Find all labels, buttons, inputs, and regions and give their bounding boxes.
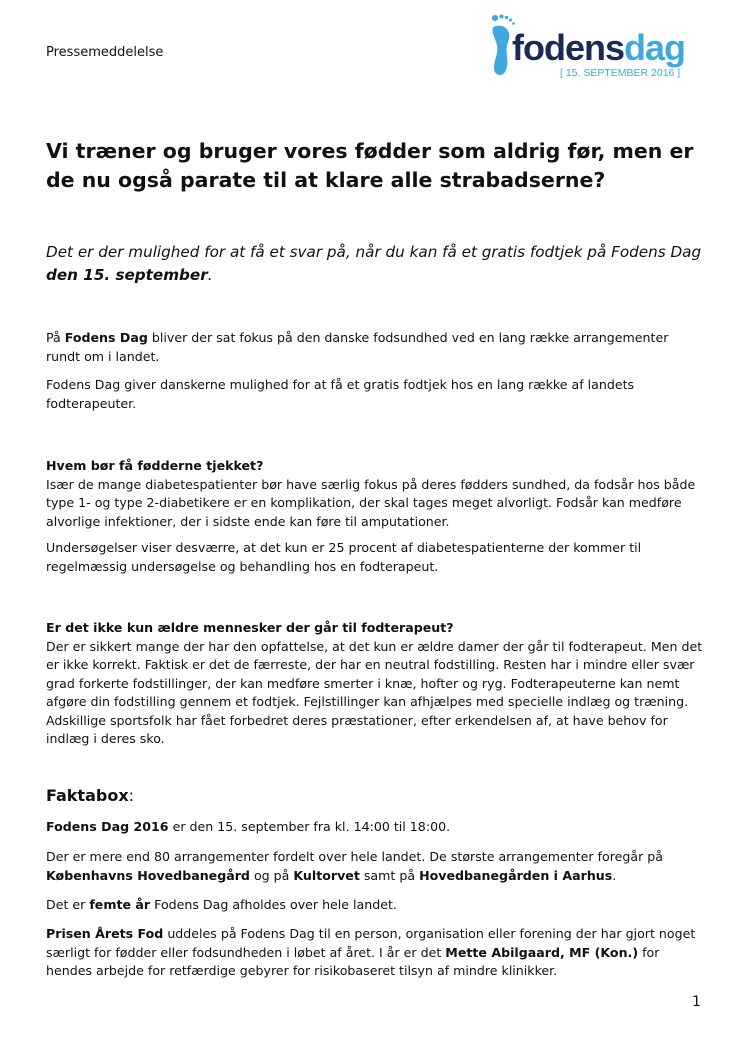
section1-heading: Hvem bør få fødderne tjekket? <box>46 458 264 473</box>
fakta-item-1 <box>46 818 706 837</box>
logo-date: [ 15. SEPTEMBER 2016 ] <box>560 67 681 79</box>
section2-paragraph-1: Der er sikkert mange der har den opfattelse, at det kun er ældre damer der går til fodterapeut. Men det er ikke korrekt. Faktisk er det de færreste, der har en neutral fodstilling. Resten har i mindre eller svær grad forkerte fodstillinger, der kan medføre smerter i knæ, hofter og ryg. Fodterapeuterne kan nemt afgøre din fodstilling gennem et fodtjek. Fejlstillinger kan afhjælpes med specielle indlæg og træning. Adskillige sportsfolk har fået forbedret deres præstationer, efter erkendelsen af, at have behov for indlæg i deres sko. <box>46 638 703 746</box>
fakta-item-2 <box>46 848 706 885</box>
fakta-4-award: Prisen Årets Fod <box>46 926 164 941</box>
fakta-2-b: og på <box>249 867 294 883</box>
intro-paragraph-1 <box>46 329 706 366</box>
logo-wordmark <box>512 27 686 68</box>
press-release-label: Pressemeddelelse <box>46 45 164 60</box>
fakta-2-c: samt på <box>359 867 420 883</box>
section2-heading: Er det ikke kun ældre mennesker der går til fodterapeut? <box>46 620 454 635</box>
fakta-2-location-3: Hovedbanegården i Aarhus <box>419 867 613 883</box>
fakta-4-a: uddeles på Fodens Dag til en person, organisation eller forening der har gjort noget særligt for fødder eller fodsundheden i løbet af året. I år er det <box>46 926 696 960</box>
section1-paragraph-1: Især de mange diabetespatienter bør have særlig fokus på deres fødders sundhed, da fodsår hos både type 1- og type 2-diabetikere er en komplikation, der skal tages meget alvorligt. Fodsår kan medføre alvorlige infektioner, der i sidste ende kan føre til amputationer. <box>46 476 696 529</box>
fakta-1-rest: er den 15. september fra kl. 14:00 til 18:00. <box>168 819 451 834</box>
headline: Vi træner og bruger vores fødder som aldrig før, men er de nu også parate til at klare alle strabadserne? <box>46 139 694 192</box>
fakta-item-4 <box>46 925 706 981</box>
intro-text-a: På <box>46 330 65 345</box>
section2 <box>46 619 706 749</box>
fakta-4-b: for hendes arbejde for retfærdige gebyrer for risikobaseret tilsyn af mindre klinikker. <box>46 944 660 978</box>
intro-paragraph-2: Fodens Dag giver danskerne mulighed for at få et gratis fodtjek hos en lang række af landets fodterapeuter. <box>46 377 635 411</box>
fodens-dag-logo <box>486 12 686 84</box>
fakta-2-location-1: Københavns Hovedbanegård <box>46 867 250 883</box>
logo-word-dag: dag <box>624 27 686 68</box>
lead-text: Det er der mulighed for at få et svar på, når du kan få et gratis fodtjek på Fodens Dag <box>46 243 702 261</box>
fakta-3-b: Fodens Dag afholdes over hele landet. <box>150 897 397 912</box>
fakta-4-winner: Mette Abilgaard, MF (Kon.) <box>445 944 639 960</box>
fakta-3-a: Det er <box>46 897 90 912</box>
page-number: 1 <box>692 994 701 1010</box>
section1-paragraph-2: Undersøgelser viser desværre, at det kun er 25 procent af diabetespatienterne der kommer til regelmæssig undersøgelse og behandling hos en fodterapeut. <box>46 540 642 574</box>
fakta-item-3 <box>46 896 706 915</box>
fakta-2-location-2: Kultorvet <box>293 867 360 883</box>
faktabox-colon: : <box>128 786 135 805</box>
fakta-3-bold: femte år <box>89 897 151 912</box>
logo-word-fodens: fodens <box>512 27 625 68</box>
intro-bold: Fodens Dag <box>64 330 148 345</box>
lead-paragraph <box>46 241 716 287</box>
section1 <box>46 457 706 531</box>
lead-end: . <box>207 266 213 284</box>
faktabox-title <box>46 786 134 805</box>
fakta-2-a: Der er mere end 80 arrangementer fordelt over hele landet. De største arrangementer foregår på <box>46 849 663 864</box>
fakta-2-d: . <box>612 867 617 883</box>
faktabox-title-text: Faktabox <box>46 786 129 805</box>
fakta-1-bold: Fodens Dag 2016 <box>46 819 169 834</box>
intro-text-b: bliver der sat fokus på den danske fodsundhed ved en lang række arrangementer rundt om i landet. <box>46 330 669 364</box>
lead-date: den 15. september <box>46 266 208 284</box>
